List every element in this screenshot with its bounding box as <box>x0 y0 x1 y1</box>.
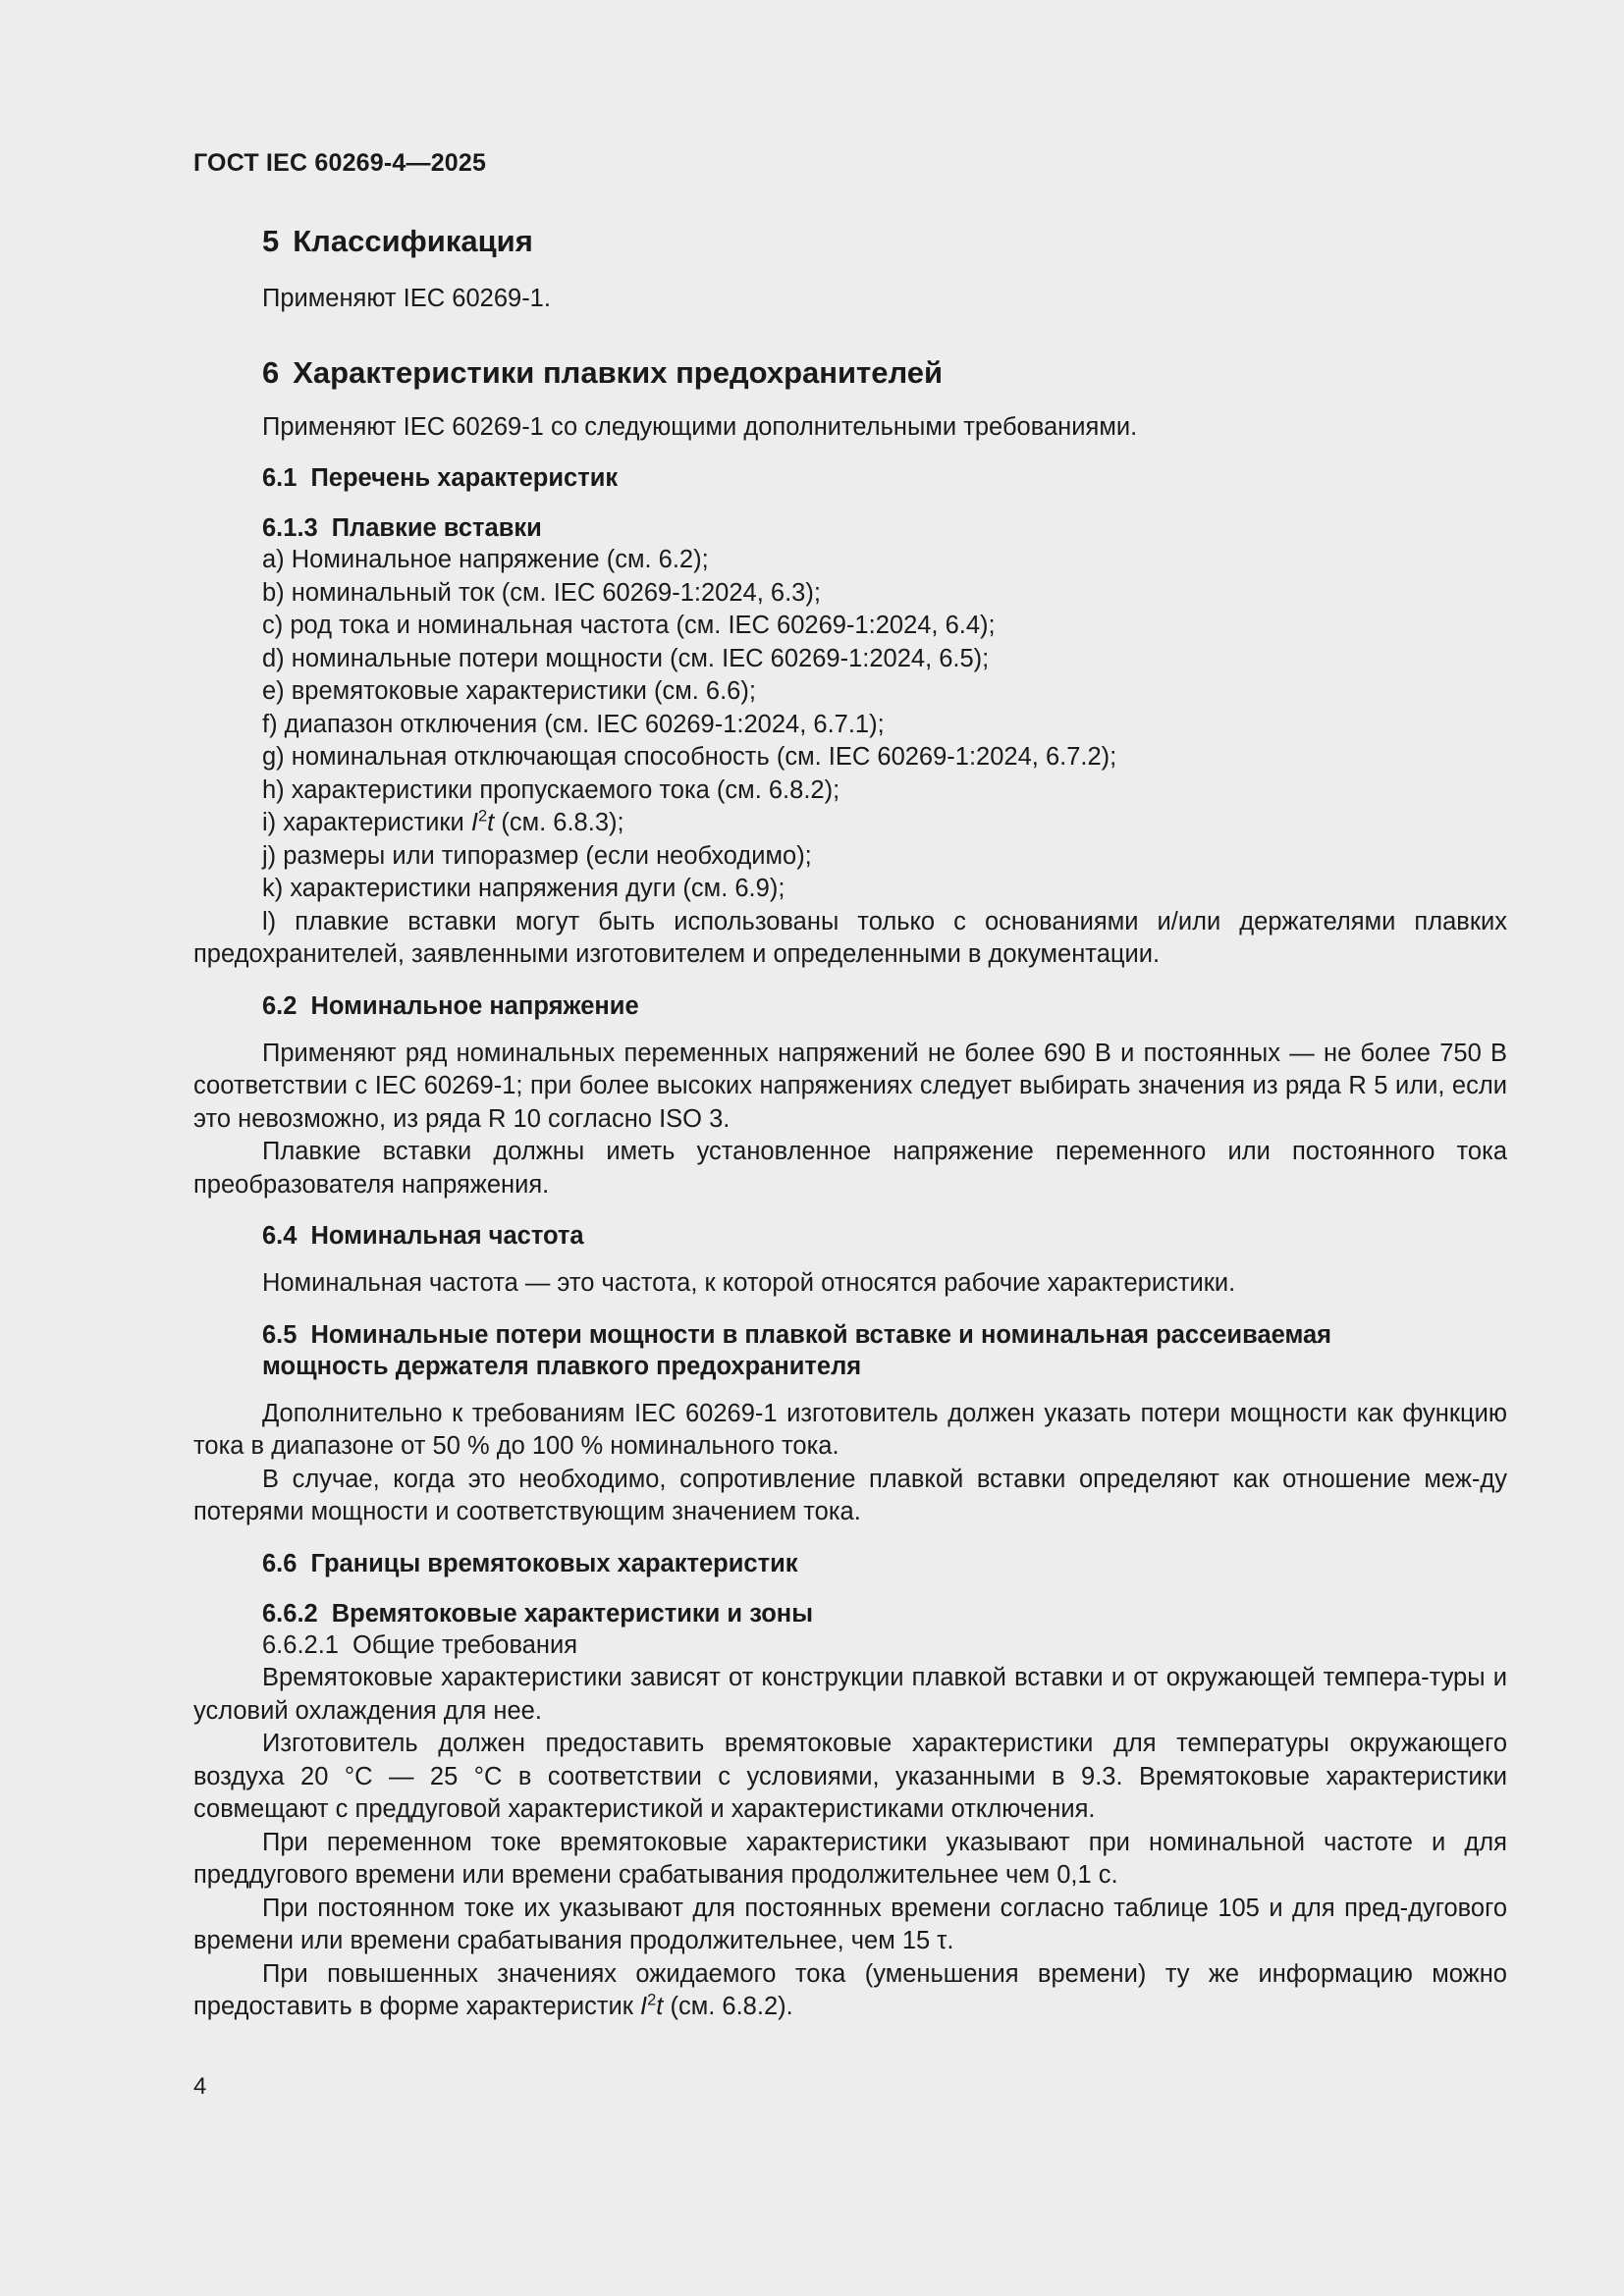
section-5-heading <box>262 222 1507 261</box>
section-number: 6.5 <box>262 1320 298 1349</box>
section-6-text: Применяют IEC 60269-1 со следующими дополнительными требованиями. <box>262 412 1138 441</box>
paragraph: В случае, когда это необходимо, сопротивление плавкой вставки определяют как отношение меж-ду потерями мощности и соответствующим значением тока. <box>193 1465 1507 1525</box>
section-6-4-heading <box>262 1220 1507 1252</box>
section-number: 6.1 <box>262 464 298 492</box>
math-var-i: I <box>639 1993 648 2020</box>
standard-code-header: ГОСТ IEC 60269-4—2025 <box>193 149 487 177</box>
list-item: d) номинальные потери мощности (см. IEC 60269-1:2024, 6.5); <box>262 644 990 672</box>
paragraph: При постоянном токе их указывают для постоянных времени согласно таблице 105 и для пред-дугового времени или времени срабатывания продолжительнее, чем 15 τ. <box>193 1894 1507 1954</box>
list-item-text: (см. 6.8.3); <box>494 809 624 836</box>
paragraph: Дополнительно к требованиям IEC 60269-1 изготовитель должен указать потери мощности как функцию тока в диапазоне от 50 % до 100 % номинального тока. <box>193 1399 1507 1460</box>
section-title: Времятоковые характеристики и зоны <box>331 1599 813 1628</box>
paragraph-i2t <box>193 1958 1507 2024</box>
paragraph: Времятоковые характеристики зависят от конструкции плавкой вставки и от окружающей темпера-туры и условий охлаждения для нее. <box>193 1664 1507 1725</box>
section-6-1-3-heading <box>262 512 1507 544</box>
list-item: h) характеристики пропускаемого тока (см. 6.8.2); <box>262 775 840 804</box>
section-number: 6.1.3 <box>262 514 318 542</box>
section-number: 5 <box>262 224 280 258</box>
list-item-text: i) характеристики <box>262 809 471 836</box>
section-title: Классификация <box>293 224 533 258</box>
section-5-text: Применяют IEC 60269-1. <box>262 285 551 312</box>
list-item-l: l) плавкие вставки могут быть использованы только с основаниями и/или держателями плавких предохранителей, заявленными изготовителем и определенными в документации. <box>193 907 1507 968</box>
math-var-t: t <box>656 1993 664 2020</box>
section-title-line2: мощность держателя плавкого предохранителя <box>262 1352 862 1380</box>
list-item: f) диапазон отключения (см. IEC 60269-1:2024, 6.7.1); <box>262 710 885 738</box>
list-item: g) номинальная отключающая способность (см. IEC 60269-1:2024, 6.7.2); <box>262 743 1117 771</box>
section-6-1-heading <box>262 462 1507 494</box>
list-item: с) род тока и номинальная частота (см. IEC 60269-1:2024, 6.4); <box>262 612 996 639</box>
subsection-title: Общие требования <box>352 1630 578 1659</box>
paragraph: Плавкие вставки должны иметь установленное напряжение переменного или постоянного тока преобразователя напряжения. <box>193 1138 1507 1199</box>
section-6-5-heading <box>262 1319 1507 1382</box>
list-item: е) времятоковые характеристики (см. 6.6); <box>262 677 756 705</box>
paragraph: Номинальная частота — это частота, к которой относятся рабочие характеристики. <box>262 1269 1236 1297</box>
subsection-6-6-2-1-heading <box>262 1629 1507 1663</box>
list-item: j) размеры или типоразмер (если необходимо); <box>262 841 812 870</box>
paragraph-text: При повышенных значениях ожидаемого тока (уменьшения времени) ту же информацию можно предоставить в форме характеристик <box>193 1959 1507 2020</box>
list-item: а) Номинальное напряжение (см. 6.2); <box>262 546 709 573</box>
section-title: Перечень характеристик <box>310 464 619 492</box>
section-6-heading <box>262 353 1507 393</box>
list-item: b) номинальный ток (см. IEC 60269-1:2024, 6.3); <box>262 578 821 607</box>
section-number: 6.4 <box>262 1222 298 1250</box>
section-number: 6.2 <box>262 991 298 1020</box>
section-number: 6.6.2 <box>262 1599 318 1628</box>
section-title: Плавкие вставки <box>331 514 542 542</box>
superscript: 2 <box>477 806 488 826</box>
section-number: 6.6 <box>262 1549 298 1577</box>
section-6-6-2-heading <box>262 1598 1507 1629</box>
subsection-number: 6.6.2.1 <box>262 1630 339 1659</box>
section-title: Номинальная частота <box>310 1222 584 1250</box>
section-title: Границы времятоковых характеристик <box>310 1549 798 1577</box>
section-number: 6 <box>262 354 280 390</box>
list-item: k) характеристики напряжения дуги (см. 6.9); <box>262 875 785 902</box>
superscript: 2 <box>647 1990 657 2009</box>
paragraph: Применяют ряд номинальных переменных напряжений не более 690 В и постоянных — не более 750 В соответствии с IEC 60269-1; при более высоких напряжениях следует выбирать значения из ряда R 5 или, если это невозможно, из ряда R 10 согласно ISO 3. <box>193 1039 1507 1133</box>
section-6-6-heading <box>262 1548 1507 1579</box>
math-var-i: I <box>470 809 478 836</box>
section-title: Номинальное напряжение <box>310 991 639 1020</box>
list-item-i2t <box>262 807 1507 840</box>
paragraph: Изготовитель должен предоставить времятоковые характеристики для температуры окружающего воздуха 20 °С — 25 °С в соответствии с условиями, указанными в 9.3. Времятоковые характеристики совмещают с преддуговой характеристикой и характеристиками отключения. <box>193 1730 1507 1823</box>
paragraph-text: (см. 6.8.2). <box>663 1993 793 2020</box>
page-number: 4 <box>193 2073 207 2100</box>
section-6-2-heading <box>262 990 1507 1022</box>
section-title-line1: Номинальные потери мощности в плавкой вставке и номинальная рассеиваемая <box>310 1320 1332 1349</box>
document-body <box>193 222 1507 2024</box>
math-var-t: t <box>487 809 495 836</box>
paragraph: При переменном токе времятоковые характеристики указывают при номинальной частоте и для преддугового времени или времени срабатывания продолжительнее чем 0,1 с. <box>193 1828 1507 1889</box>
section-title: Характеристики плавких предохранителей <box>293 354 944 390</box>
